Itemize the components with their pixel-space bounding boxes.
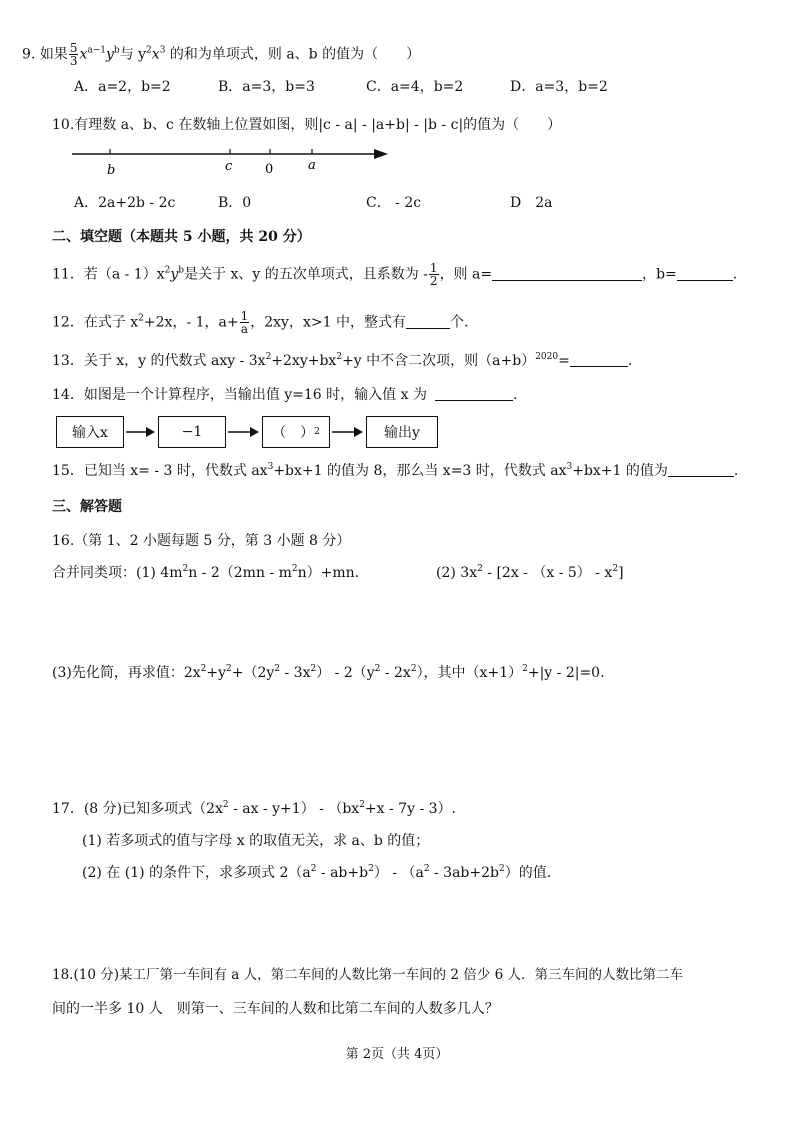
flow-box-square: （ ） 2 xyxy=(262,416,330,448)
q15-stem: 15．已知当 x= - 3 时，代数式 $ax^3+bx+1$ 的值为 8，那么当 x=3 时，代数式 $ax^3+bx+1$ 的值为 . xyxy=(52,462,739,479)
q9-option-a[interactable]: A．a=2，b=2 xyxy=(74,79,171,95)
fraction: $\frac{1}{2}$ xyxy=(429,261,438,288)
q9-option-b[interactable]: B．a=3，b=3 xyxy=(218,79,315,95)
q17-sub2: (2) 在 (1) 的条件下，求多项式 $2(a^2 - ab+b^2) - (a^2 - 3ab+2b^2)$的值. xyxy=(82,864,552,881)
fraction: $\frac{5}{3}$ xyxy=(69,41,78,68)
number-line-arrow xyxy=(374,149,388,159)
q9-option-d[interactable]: D．a=3，b=2 xyxy=(510,79,608,95)
answer-blank[interactable] xyxy=(570,354,628,367)
answer-blank[interactable] xyxy=(668,464,734,477)
fraction: $\frac{1}{a}$ xyxy=(240,309,249,336)
q18-line1: 18.(10 分)某工厂第一车间有 a 人，第二车间的人数比第一车间的 2 倍少 6 人．第三车间的人数比第二车 xyxy=(52,967,683,983)
q16-part3: (3)先化简，再求值：$2x^2+y^2+(2y^2 - 3x^2) - 2(y^2 - 2x^2)$，其中$(x+1)^2+|y - 2|=0$. xyxy=(52,664,605,681)
page-footer: 第 2页（共 4页） xyxy=(345,1047,449,1062)
flow-box-input: 输入x xyxy=(56,416,124,448)
q17-stem: 17．(8 分)已知多项式（$2x^2$ - ax - $y+1) - (bx^2+x - 7y - 3)$. xyxy=(52,800,456,817)
axis-label-a: a xyxy=(308,158,316,173)
section-heading-solutions: 三、解答题 xyxy=(52,499,122,515)
q10-option-d[interactable]: D 2a xyxy=(510,195,553,211)
q16-part1: 合并同类项：(1) $4m^2n - 2(2mn - m^2n)+mn$. xyxy=(52,564,360,581)
q10-option-b[interactable]: B．0 xyxy=(218,195,252,211)
q9-option-c[interactable]: C．a=4，b=2 xyxy=(366,79,464,95)
flow-box-output: 输出y xyxy=(366,416,438,448)
q12-stem: 12．在式子 $x^2+2x$，- 1，a+ $\frac{1}{a}$ ，2xy，x>1 中，整式有 个. xyxy=(52,309,469,336)
section-heading-fill-in: 二、填空题（本题共 5 小题，共 20 分） xyxy=(52,229,311,245)
answer-blank-b[interactable] xyxy=(677,268,733,281)
answer-blank-a[interactable] xyxy=(492,268,642,281)
axis-label-b: b xyxy=(107,163,116,178)
number-line xyxy=(70,146,400,182)
q10-option-c[interactable]: C． - 2c xyxy=(366,195,422,211)
axis-label-c: c xyxy=(225,159,233,174)
q10-option-a[interactable]: A．2a+2b - 2c xyxy=(74,195,176,211)
flow-box-minus-one: −1 xyxy=(158,416,226,448)
flow-arrow-2 xyxy=(228,425,260,439)
q11-stem: 11．若$(a - 1)x^2y^b$是关于 x、y 的五次单项式，且系数为 - $\frac{1}{2}$ ，则 a= ，b= . xyxy=(52,261,738,288)
q16-head: 16.（第 1、2 小题每题 5 分，第 3 小题 8 分） xyxy=(52,533,351,549)
q10-stem: 10.有理数 a、b、c 在数轴上位置如图，则|c - a| - |a+b| - |b - c|的值为（ ） xyxy=(52,117,562,133)
q9-stem: 9. 如果 $\frac{5}{3}$ $x^{a-1}y^b$与 $y^2x^3$ 的和为单项式，则 a、b 的值为（ ） xyxy=(22,41,421,68)
q17-sub1: (1) 若多项式的值与字母 x 的取值无关，求 a、b 的值； xyxy=(82,833,430,849)
q13-stem: 13．关于 x，y 的代数式 axy - $3x^2+2xy+bx^2+y$ 中不含二次项，则$(a+b)^{2020}=$ . xyxy=(52,352,633,369)
q14-stem: 14．如图是一个计算程序，当输出值 y=16 时，输入值 x 为 . xyxy=(52,387,518,403)
flow-arrow-1 xyxy=(126,425,156,439)
answer-blank[interactable] xyxy=(406,316,450,329)
axis-label-0: 0 xyxy=(265,162,274,177)
flow-arrow-3 xyxy=(332,425,364,439)
q18-line2: 间的一半多 10 人 则第一、三车间的人数和比第二车间的人数多几人？ xyxy=(52,1001,499,1017)
q16-part2: (2) $3x^2 - [2x - (x - 5) - x^2]$ xyxy=(436,564,624,581)
answer-blank[interactable] xyxy=(435,388,513,401)
